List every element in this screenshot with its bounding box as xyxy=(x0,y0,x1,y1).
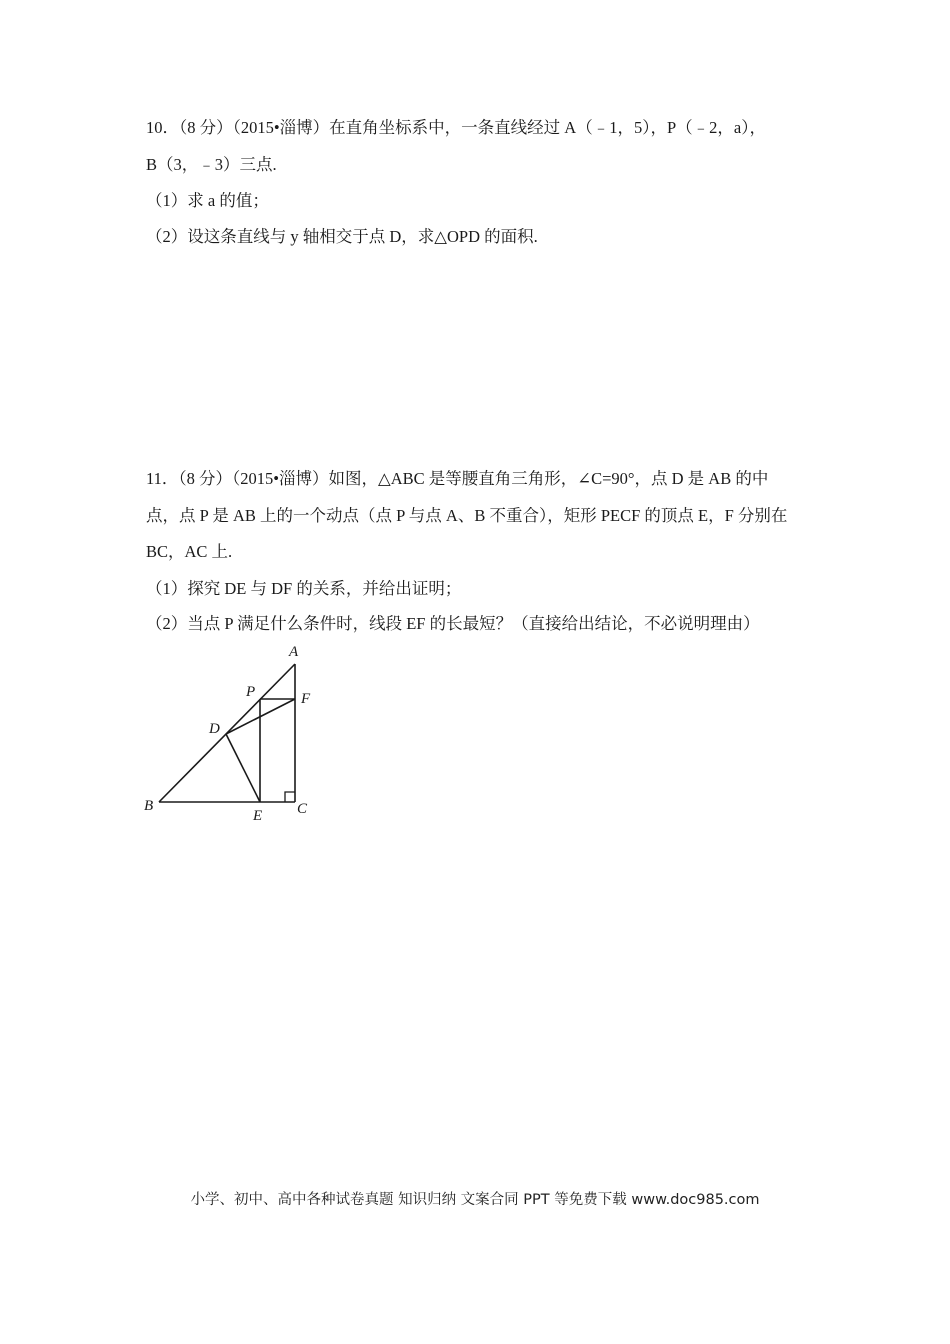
q11-part-2: （2）当点 P 满足什么条件时，线段 EF 的长最短？（直接给出结论，不必说明理由） xyxy=(146,614,760,633)
label-p: P xyxy=(246,684,256,700)
q11-line-2: 点，点 P 是 AB 上的一个动点（点 P 与点 A、B 不重合），矩形 PECF 的顶点 E，F 分别在 xyxy=(146,506,788,525)
q11-line-3: BC，AC 上. xyxy=(146,542,233,561)
footer-text: 小学、初中、高中各种试卷真题 知识归纳 文案合同 PPT 等免费下载 www.doc985.com xyxy=(190,1192,760,1208)
q10-line-1: 10．（8 分）（2015•淄博）在直角坐标系中，一条直线经过 A（﹣1，5），P（﹣2，a）， xyxy=(146,118,766,137)
label-f: F xyxy=(301,691,311,707)
segment-de xyxy=(226,734,260,802)
q10-part-1: （1）求 a 的值； xyxy=(146,191,269,210)
label-e: E xyxy=(253,808,263,824)
label-c: C xyxy=(297,801,308,817)
q10-line-2: B（3，﹣3）三点. xyxy=(146,155,277,174)
label-b: B xyxy=(144,798,154,814)
triangle-figure xyxy=(138,640,328,830)
right-angle-mark xyxy=(285,792,295,802)
q11-line-1: 11．（8 分）（2015•淄博）如图，△ABC 是等腰直角三角形，∠C=90°，点 D 是 AB 的中 xyxy=(146,469,769,488)
q11-part-1: （1）探究 DE 与 DF 的关系，并给出证明； xyxy=(146,579,462,598)
label-d: D xyxy=(209,721,220,737)
q10-part-2: （2）设这条直线与 y 轴相交于点 D，求△OPD 的面积. xyxy=(146,227,538,246)
label-a: A xyxy=(289,644,299,660)
